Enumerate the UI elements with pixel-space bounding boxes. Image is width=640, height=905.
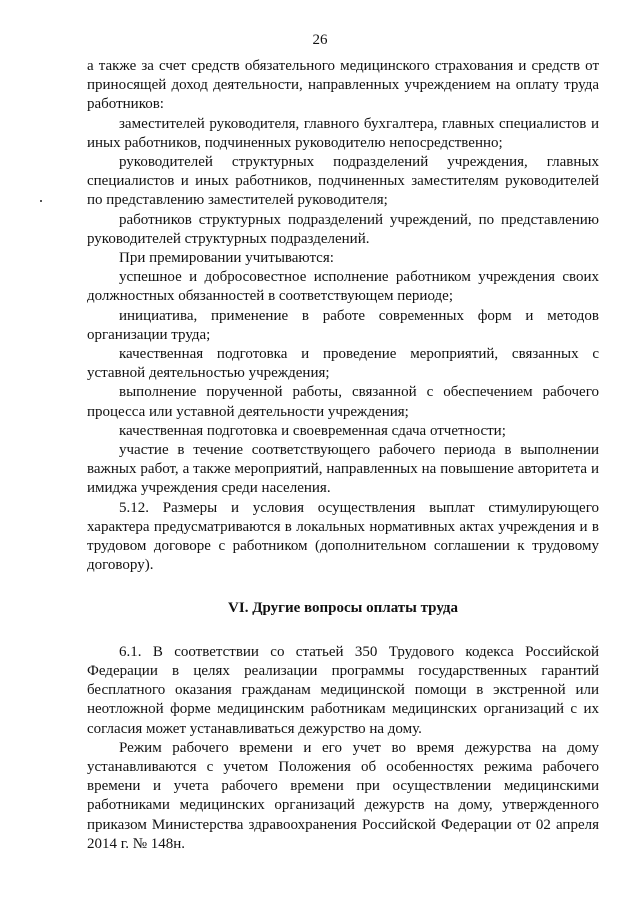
document-body (87, 57, 599, 854)
paragraph: При премировании учитываются: (119, 250, 334, 267)
paragraph: Режим рабочего времени и его учет во время дежурства на дому устанавливаются с учетом Положения об особенностях режима рабочего времени и учета рабочего времени при осуществлении медицинскими работниками медицинских организаций дежурств на дому, утвержденного приказом Министерства здравоохранения Российской Федерации от 02 апреля 2014 г. № 148н. (87, 739, 599, 852)
paragraph: 6.1. В соответствии со статьей 350 Трудового кодекса Российской Федерации в целях реализации программы государственных гарантий бесплатного оказания гражданам медицинской помощи в экстренной или неотложной форме медицинским работникам медицинских организаций с их согласия может устанавливаться дежурство на дому. (87, 643, 599, 737)
paragraph: работников структурных подразделений учреждений, по представлению руководителей структурных подразделений. (87, 211, 599, 247)
paragraph: 5.12. Размеры и условия осуществления выплат стимулирующего характера предусматриваются в локальных нормативных актах учреждения и в трудовом договоре с работником (дополнительном соглашении к трудовому договору). (87, 499, 599, 574)
paragraph: успешное и добросовестное исполнение работником учреждения своих должностных обязанностей в соответствующем периоде; (87, 269, 599, 305)
paragraph: заместителей руководителя, главного бухгалтера, главных специалистов и иных работников, подчиненных руководителю непосредственно; (87, 115, 599, 151)
margin-mark (40, 200, 42, 202)
page-number: 26 (312, 32, 328, 48)
paragraph: инициатива, применение в работе современных форм и методов организации труда; (87, 307, 599, 343)
paragraph: выполнение порученной работы, связанной с обеспечением рабочего процесса или уставной деятельности учреждения; (87, 384, 599, 420)
paragraph: руководителей структурных подразделений учреждения, главных специалистов и иных работников, подчиненных заместителям руководителей по представлению заместителей руководителя; (87, 154, 599, 209)
paragraph: качественная подготовка и проведение мероприятий, связанных с уставной деятельностью учреждения; (87, 346, 599, 382)
paragraph: качественная подготовка и своевременная сдача отчетности; (119, 422, 506, 439)
section-heading: VI. Другие вопросы оплаты труда (228, 600, 458, 617)
paragraph: участие в течение соответствующего рабочего периода в выполнении важных работ, а также мероприятий, направленных на повышение авторитета и имиджа учреждения среди населения. (87, 442, 599, 497)
paragraph: а также за счет средств обязательного медицинского страхования и средств от приносящей доход деятельности, направленных учреждением на оплату труда работников: (87, 58, 599, 113)
